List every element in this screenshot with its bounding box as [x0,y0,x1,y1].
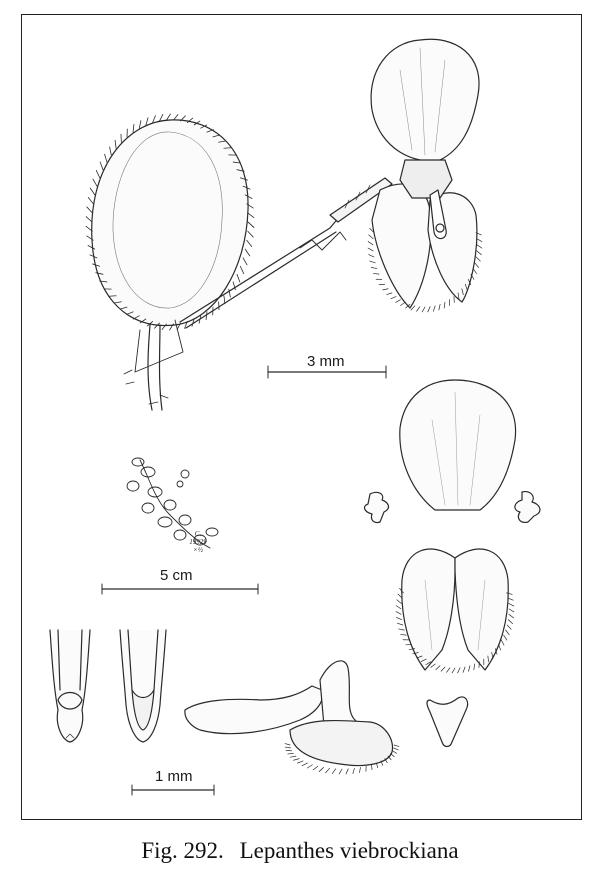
lip-drawing [427,697,468,747]
dorsal-sepal-drawing [400,380,516,510]
scale-label-flower: 3 mm [307,353,345,370]
figure-number: Fig. 292. [141,838,224,863]
lateral-sepals-drawing [396,549,514,673]
collector-annotation: C. 19929 ×½ [189,530,207,554]
scale-label-column: 1 mm [155,768,193,785]
column-lip-side-view-drawing [185,661,399,774]
species-name: Lepanthes viebrockiana [239,838,459,863]
scale-label-habit: 5 cm [160,567,193,584]
leaf-drawing [86,114,254,410]
column-drawings [50,630,166,742]
figure-caption [0,838,600,864]
flower-drawing [368,39,482,312]
